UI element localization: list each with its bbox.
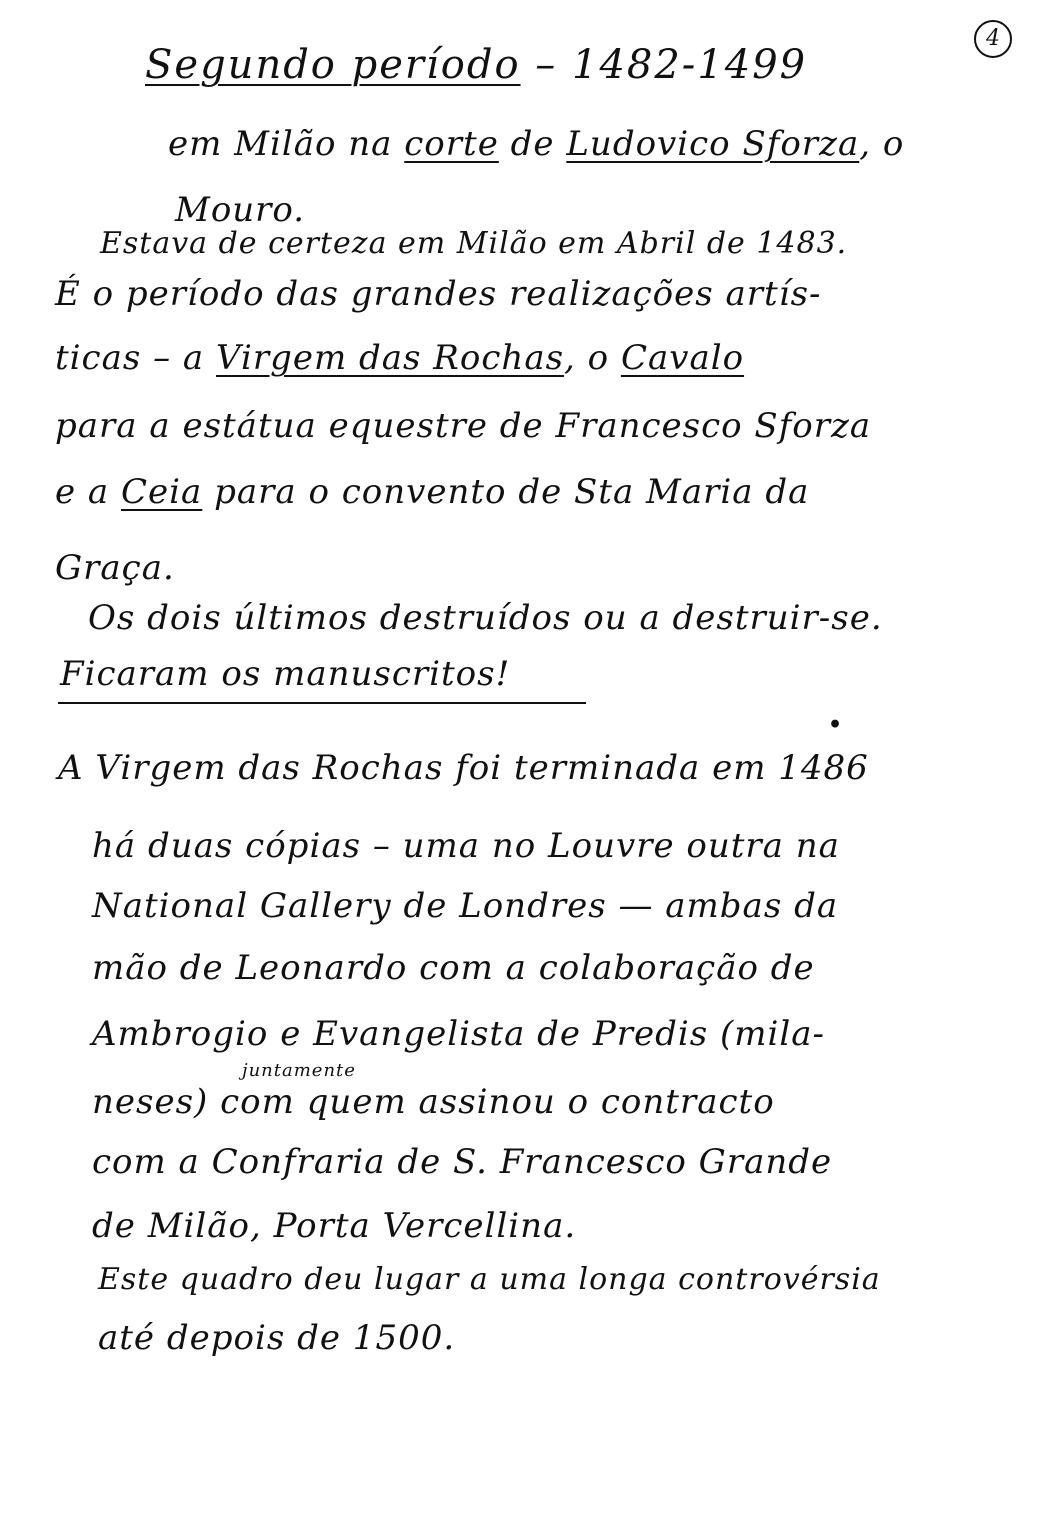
- text-line-15: Ambrogio e Evangelista de Predis (mila-: [92, 1014, 825, 1054]
- line-7-ceia: Ceia: [121, 472, 203, 512]
- line-5-part-a: ticas – a: [55, 338, 216, 378]
- text-line-5: [55, 338, 744, 378]
- text-line-10: Ficaram os manuscritos!: [60, 654, 511, 694]
- line-5-part-c: , o: [564, 338, 621, 378]
- text-line-13: National Gallery de Londres — ambas da: [92, 886, 839, 926]
- title-heading: Segundo período: [145, 42, 521, 88]
- line-1-part-e: , o: [859, 124, 905, 164]
- text-line-11: A Virgem das Rochas foi terminada em 1486: [58, 748, 869, 788]
- text-line-14: mão de Leonardo com a colaboração de: [92, 948, 815, 988]
- text-line-9: Os dois últimos destruídos ou a destruir-se.: [88, 598, 883, 638]
- line-5-virgem: Virgem das Rochas: [216, 338, 565, 378]
- line-7-part-c: para o convento de Sta Maria da: [202, 472, 810, 512]
- text-line-7: [55, 472, 809, 512]
- text-line-2: Mouro.: [175, 190, 306, 230]
- text-line-17: com a Confraria de S. Francesco Grande: [92, 1142, 833, 1182]
- text-line-12: há duas cópias – uma no Louvre outra na: [92, 826, 840, 866]
- text-insert-juntamente: juntamente: [242, 1060, 356, 1081]
- text-line-3: Estava de certeza em Milão em Abril de 1483.: [100, 226, 848, 261]
- text-line-1: [168, 124, 904, 164]
- text-line-16: neses) com quem assinou o contracto: [92, 1082, 775, 1122]
- line-1-part-c: de: [498, 124, 567, 164]
- title-dates: – 1482-1499: [535, 42, 808, 88]
- line-1-ludovico: Ludovico Sforza: [566, 124, 860, 164]
- line-1-part-a: em Milão na: [168, 124, 405, 164]
- line-5-cavalo: Cavalo: [620, 338, 745, 378]
- text-line-19: Este quadro deu lugar a uma longa controvérsia: [98, 1262, 881, 1297]
- text-line-4: É o período das grandes realizações artís-: [55, 274, 822, 314]
- line-1-corte: corte: [404, 124, 499, 164]
- text-line-8: Graça.: [55, 548, 175, 588]
- underline-rule: [58, 702, 586, 704]
- section-title: [145, 42, 807, 88]
- page-number: 4: [974, 20, 1012, 58]
- text-line-18: de Milão, Porta Vercellina.: [92, 1206, 577, 1246]
- insertion-mark: •: [828, 712, 843, 738]
- text-line-20: até depois de 1500.: [98, 1318, 456, 1358]
- line-7-part-a: e a: [55, 472, 122, 512]
- text-line-6: para a estátua equestre de Francesco Sforza: [55, 406, 872, 446]
